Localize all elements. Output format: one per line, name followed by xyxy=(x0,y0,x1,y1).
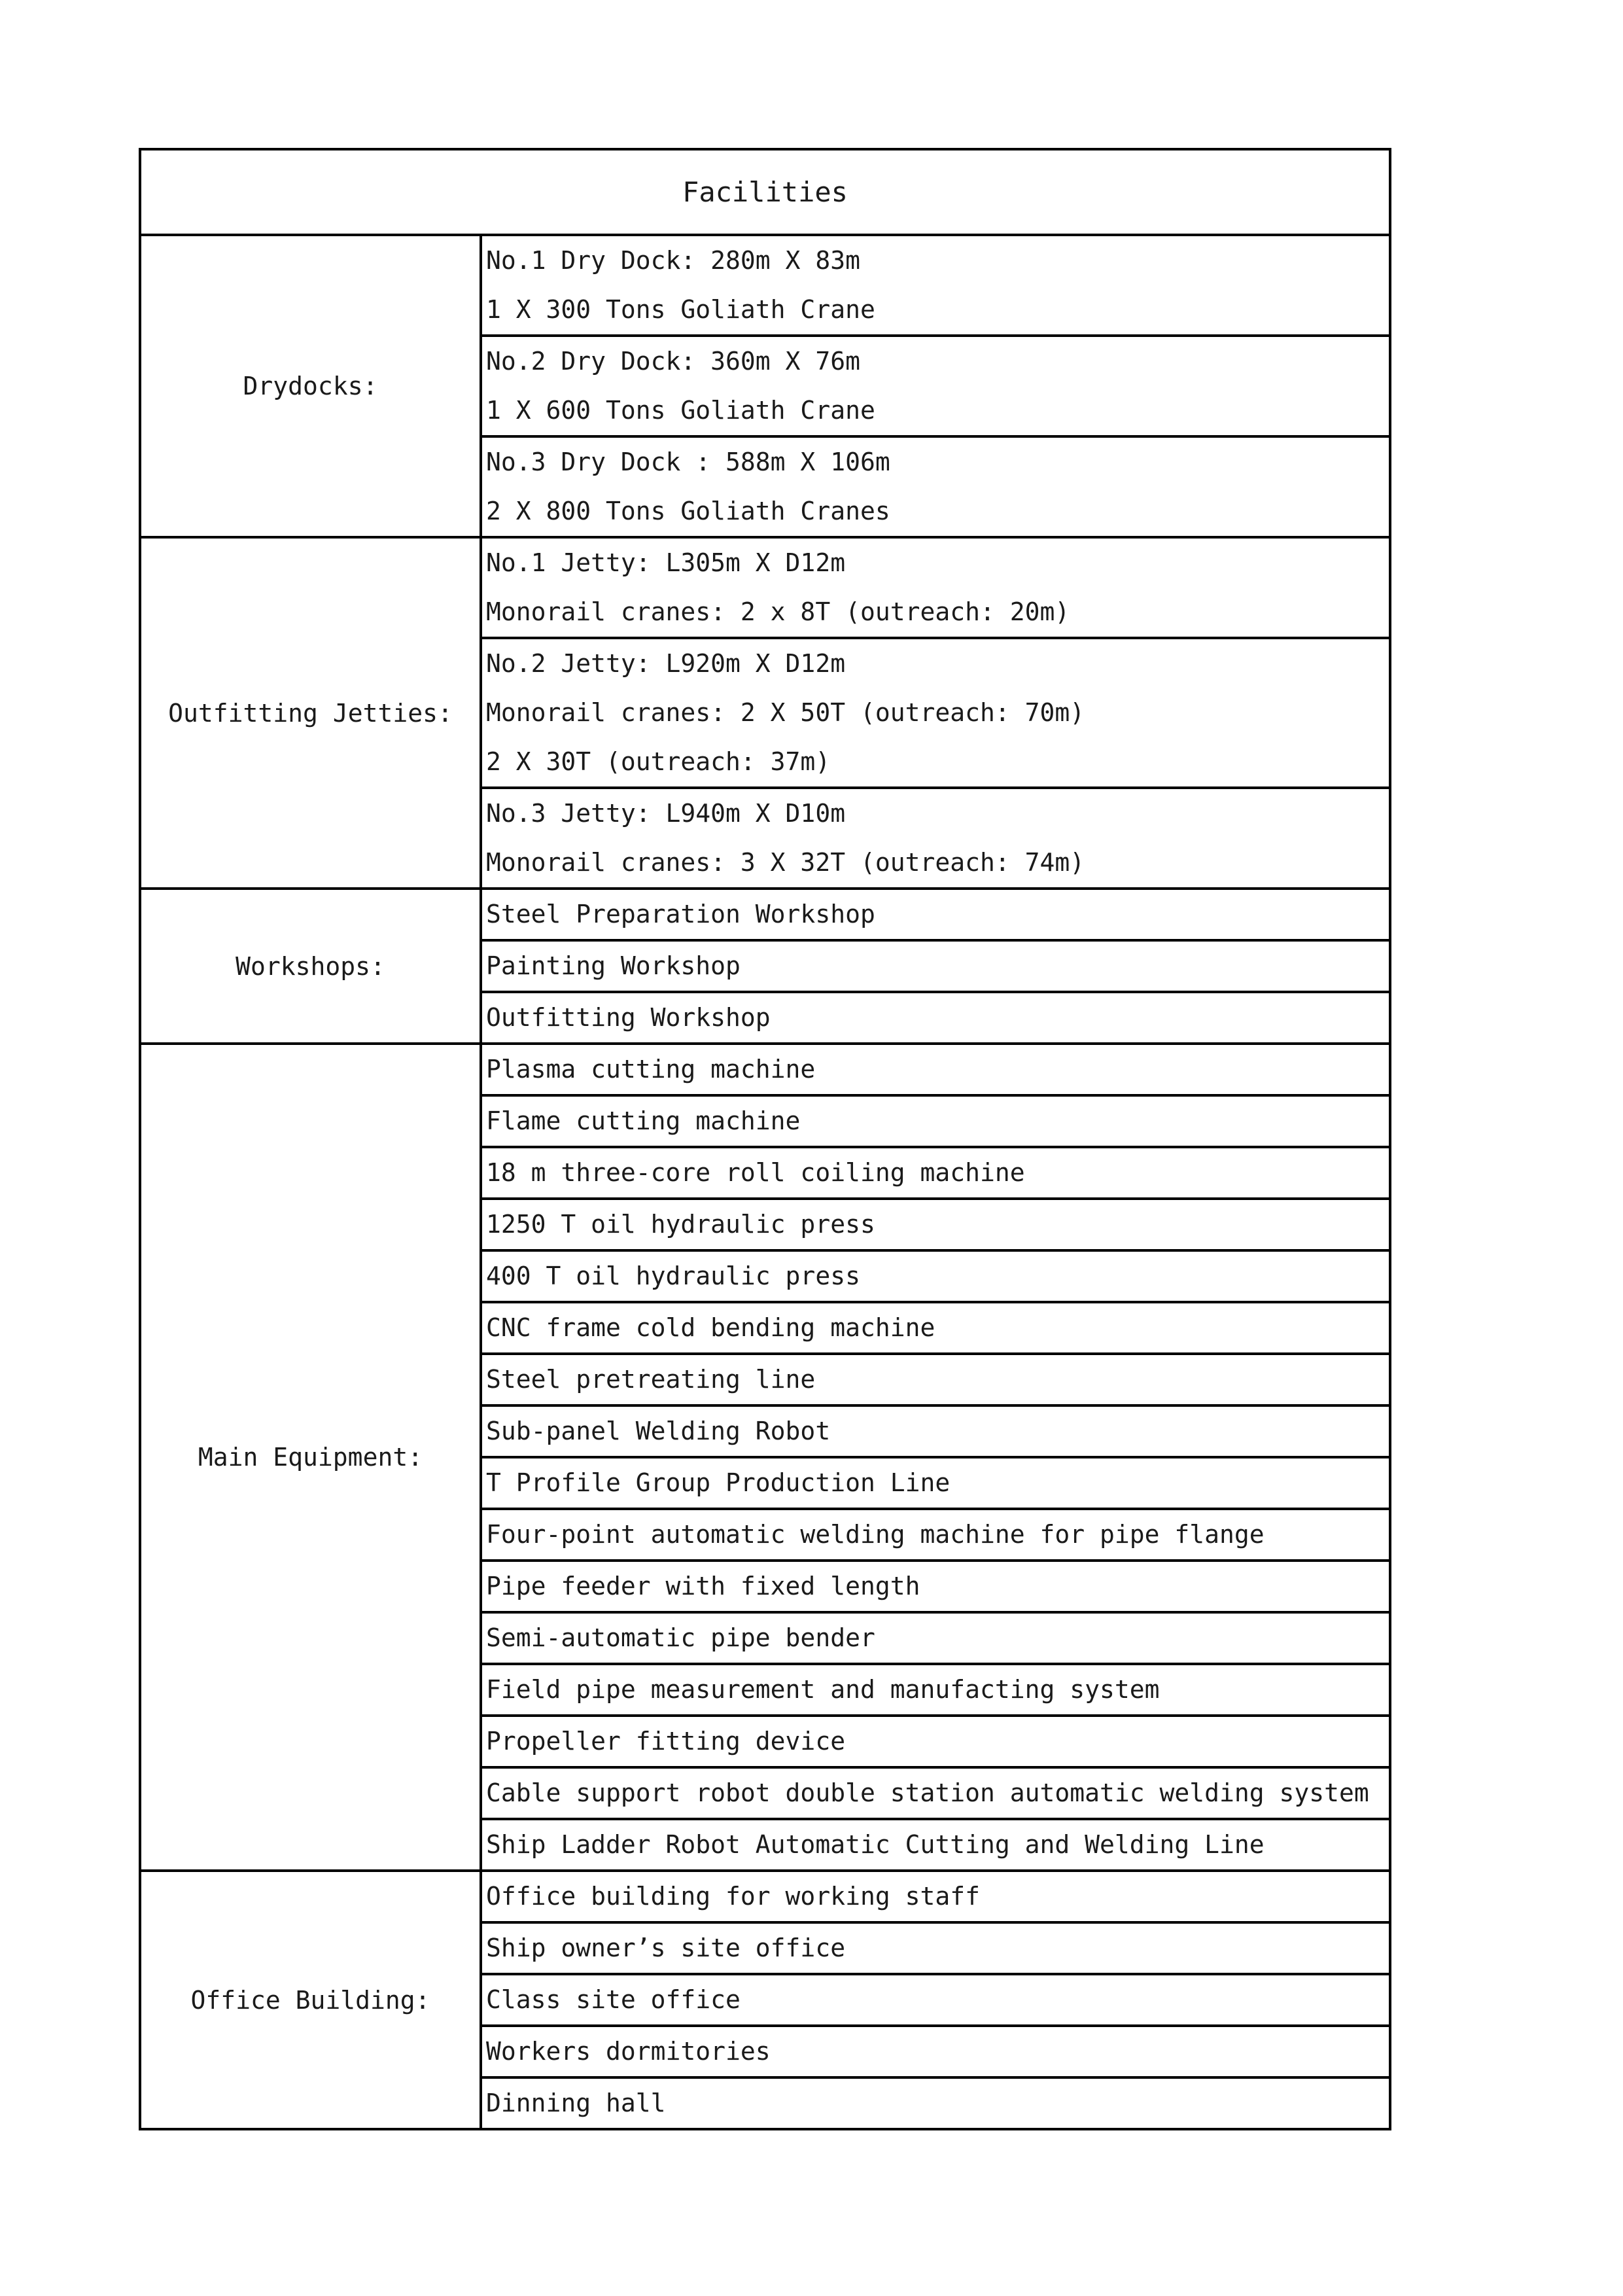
entry-line: No.1 Dry Dock: 280m X 83m xyxy=(486,246,860,275)
facility-entry xyxy=(481,1664,1390,1716)
facility-entry xyxy=(481,1871,1390,1922)
facility-entry xyxy=(481,1199,1390,1250)
facility-entry xyxy=(481,1716,1390,1767)
entry-line: No.3 Jetty: L940m X D10m xyxy=(486,799,846,828)
entry-line: Monorail cranes: 2 x 8T (outreach: 20m) xyxy=(486,597,1070,626)
entry-line: Class site office xyxy=(486,1985,741,2014)
entry-line: Office building for working staff xyxy=(486,1882,980,1911)
facility-entry xyxy=(481,1147,1390,1199)
entry-line: Four-point automatic welding machine for pipe flange xyxy=(486,1520,1265,1549)
entry-line: Plasma cutting machine xyxy=(486,1055,816,1084)
table-title: Facilities xyxy=(140,149,1390,235)
category-label: Office Building: xyxy=(140,1871,481,2129)
facilities-table xyxy=(139,148,1391,2130)
table-row xyxy=(140,537,1390,638)
entry-line: CNC frame cold bending machine xyxy=(486,1313,935,1342)
category-label: Drydocks: xyxy=(140,235,481,537)
table-row xyxy=(140,889,1390,940)
entry-line: T Profile Group Production Line xyxy=(486,1468,951,1497)
entry-line: Workers dormitories xyxy=(486,2037,771,2066)
facility-entry xyxy=(481,2026,1390,2077)
entry-line: Painting Workshop xyxy=(486,951,741,980)
facility-entry xyxy=(481,889,1390,940)
entry-line: Dinning hall xyxy=(486,2089,666,2117)
entry-line: 400 T oil hydraulic press xyxy=(486,1262,860,1290)
category-label: Main Equipment: xyxy=(140,1044,481,1871)
entry-line: Ship Ladder Robot Automatic Cutting and Welding Line xyxy=(486,1830,1265,1859)
table-row xyxy=(140,235,1390,336)
facility-entry xyxy=(481,1922,1390,1974)
facility-entry xyxy=(481,1354,1390,1405)
entry-line: No.2 Dry Dock: 360m X 76m xyxy=(486,347,860,376)
category-label: Workshops: xyxy=(140,889,481,1044)
entry-line: 2 X 800 Tons Goliath Cranes xyxy=(486,497,890,525)
facility-entry xyxy=(481,788,1390,889)
entry-line: No.3 Dry Dock : 588m X 106m xyxy=(486,448,890,476)
facility-entry xyxy=(481,436,1390,537)
entry-line: Sub-panel Welding Robot xyxy=(486,1417,831,1445)
facility-entry xyxy=(481,1612,1390,1664)
entry-line: 1 X 600 Tons Goliath Crane xyxy=(486,396,875,425)
table-row xyxy=(140,1871,1390,1922)
facility-entry xyxy=(481,235,1390,336)
facility-entry xyxy=(481,1819,1390,1871)
facility-entry xyxy=(481,992,1390,1044)
facility-entry xyxy=(481,2077,1390,2129)
facility-entry xyxy=(481,336,1390,436)
facility-entry xyxy=(481,1302,1390,1354)
table-row xyxy=(140,1044,1390,1095)
facility-entry xyxy=(481,1044,1390,1095)
facility-entry xyxy=(481,1974,1390,2026)
facility-entry xyxy=(481,1509,1390,1561)
table-title-row xyxy=(140,149,1390,235)
entry-line: Semi-automatic pipe bender xyxy=(486,1623,875,1652)
entry-line: Cable support robot double station automatic welding system xyxy=(486,1778,1369,1807)
entry-line: Steel pretreating line xyxy=(486,1365,816,1394)
entry-line: Outfitting Workshop xyxy=(486,1003,771,1032)
entry-line: 18 m three-core roll coiling machine xyxy=(486,1158,1025,1187)
facility-entry xyxy=(481,1250,1390,1302)
entry-line: Pipe feeder with fixed length xyxy=(486,1572,920,1600)
facility-entry xyxy=(481,1767,1390,1819)
entry-line: Steel Preparation Workshop xyxy=(486,900,875,928)
facility-entry xyxy=(481,537,1390,638)
entry-line: No.1 Jetty: L305m X D12m xyxy=(486,548,846,577)
facility-entry xyxy=(481,940,1390,992)
entry-line: 1 X 300 Tons Goliath Crane xyxy=(486,295,875,324)
facility-entry xyxy=(481,1405,1390,1457)
facility-entry xyxy=(481,638,1390,788)
entry-line: Flame cutting machine xyxy=(486,1106,801,1135)
entry-line: Monorail cranes: 3 X 32T (outreach: 74m) xyxy=(486,848,1085,877)
entry-line: Field pipe measurement and manufacting system xyxy=(486,1675,1160,1704)
facility-entry xyxy=(481,1561,1390,1612)
entry-line: Propeller fitting device xyxy=(486,1727,846,1756)
category-label: Outfitting Jetties: xyxy=(140,537,481,889)
facility-entry xyxy=(481,1457,1390,1509)
entry-line: Monorail cranes: 2 X 50T (outreach: 70m) xyxy=(486,698,1085,727)
facility-entry xyxy=(481,1095,1390,1147)
entry-line: No.2 Jetty: L920m X D12m xyxy=(486,649,846,678)
entry-line: 1250 T oil hydraulic press xyxy=(486,1210,875,1239)
entry-line: Ship owner’s site office xyxy=(486,1934,846,1962)
entry-line: 2 X 30T (outreach: 37m) xyxy=(486,747,831,776)
